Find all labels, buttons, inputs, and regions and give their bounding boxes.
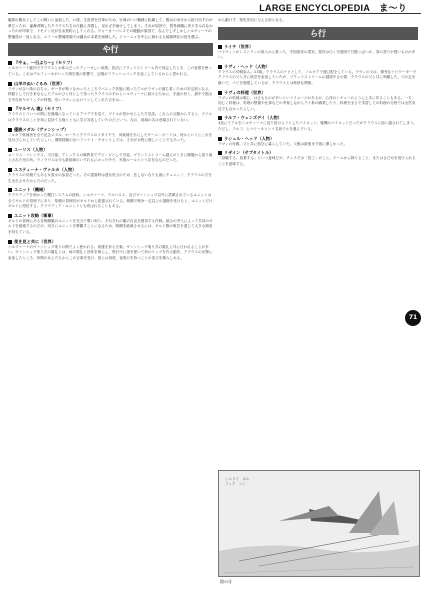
entry-body: 3話にてアルをシルヴァーナに送り届けようとしたパイロット。嘘機のパイロットだったがクラウスに追い越されてしまう。ただし、ラルフ、ヒマリーネという名前でルを運んでいる。 bbox=[218, 121, 418, 131]
right-column bbox=[218, 18, 418, 170]
bullet-square-icon bbox=[8, 148, 12, 152]
right-intro-paragraph: から動けす、指先を切に与える形となる。 bbox=[218, 18, 286, 22]
bullet-square-icon bbox=[8, 82, 12, 86]
header-rule bbox=[8, 13, 421, 14]
entry bbox=[8, 187, 213, 210]
entry-body: ゴドウィンがレストランの客人から貰った、中国原産の果実。果肉は白く半透明で甘酸っぱいが、茶の香りが強いものが多い。 bbox=[218, 49, 416, 60]
illustration-caption: 鎧の牙 bbox=[220, 579, 232, 584]
right-entry-list bbox=[218, 44, 418, 168]
entry bbox=[8, 213, 213, 236]
entry bbox=[8, 106, 213, 123]
entry bbox=[8, 147, 213, 164]
entry bbox=[8, 81, 213, 104]
inscription-line: シエリイ ネル bbox=[225, 477, 250, 481]
section-heading-ra: ら行 bbox=[218, 27, 418, 40]
entry-heading-text: ラヴィ・ヘッド（人物） bbox=[224, 63, 270, 69]
entry bbox=[8, 127, 213, 144]
left-intro-paragraph: 艦隊の親兵としてこの戦いに参加した、ロ族、生産者を自軍のため、行商のいい職務に転属して、親兵の身分から抜け出すのが夢だったが、歯舞者戦したクラウスたちの行動に共感し、足わざ手助けしてしまう。それが原因で、貿易商職に戻りをみれなかったのが印象で、ドモイン反が自由契約にしてくれる。ウォーカーパレスでの騒動が原因で、なんでしずしかしシルヴィーナの整備員の一員となる。エミール整備班頭では錬兵の本業を演修した。ドゥーニャを中心に嫁わるも地球移住の島を選ぶ。 bbox=[8, 18, 213, 39]
entry bbox=[8, 239, 213, 262]
bullet-square-icon bbox=[218, 45, 222, 49]
entry bbox=[8, 60, 213, 77]
entry-body: ノルキア候補者を全で記念メダル、ホークとクラウスのリタイヤで、何候補を手にしたサーニ・ボーイは、何かというとこれを見せびらかしていたらしい。優勝経験のないファナト・チキンとしては、それが余程に嬉しいことでもあった。 bbox=[8, 132, 213, 143]
entry-heading-text: 『やぁ、一日ぶり〜』（セリフ） bbox=[14, 60, 75, 66]
section-heading-ya: や行 bbox=[8, 43, 213, 56]
entry bbox=[218, 115, 418, 132]
illustration-inscription bbox=[225, 477, 249, 487]
illustration bbox=[218, 470, 420, 577]
bullet-square-icon bbox=[218, 91, 222, 95]
inscription-line: フィア ソン bbox=[225, 482, 246, 486]
bullet-square-icon bbox=[8, 214, 12, 218]
bullet-square-icon bbox=[8, 128, 12, 132]
entry-heading-text: ラシェル・ヘッド（人物） bbox=[224, 135, 275, 141]
entry bbox=[218, 44, 418, 61]
entry-heading-text: 山羊のぬいぐるみ（世界） bbox=[14, 80, 65, 86]
bullet-square-icon bbox=[218, 137, 222, 141]
entry-body: ギルドの管理にある各戦闘艦のユニットを充当で奪い取り、それぞれの艦の自由を獲得する作戦。統合の突入によって共同のギルドを破壊するのだが、同日にユニットを撃離すことになるため、戦闘を破壊させるには、ギルド側の報告を通じて大きな障害を持ちている。 bbox=[8, 218, 213, 235]
entry bbox=[218, 64, 418, 87]
bullet-square-icon bbox=[8, 240, 12, 244]
entry bbox=[218, 136, 418, 148]
entry-body: ラヴィの母親。父と共に航空に暮らしていた。父親は最後まで娘に優しかった。 bbox=[218, 141, 348, 146]
entry-heading-text: ユスティーナ・ヴァルカ（人物） bbox=[14, 166, 77, 172]
bullet-square-icon bbox=[8, 188, 12, 192]
bullet-square-icon bbox=[8, 168, 12, 172]
entry-body: シルヴァーナ艦内でクラウスとお休みだったディーオしい表情。居活にブラッドストリーム内で再会したとき、この表情を使っている。これはデルフィーネがいった晴空後の影響で、記憶がフラッシュバックを起こしているからと思われる。 bbox=[8, 66, 212, 76]
entry-heading-text: ユニット攻略（軍事） bbox=[14, 212, 56, 218]
left-column bbox=[8, 18, 213, 264]
entry-body: ユーリス・バレンチス。当日頭、アレックスの郷教者でデビ・ビとしで引退、グランドストリーム越えのときに陳儀から振り落とされた死の所。ウィラウスは今も最前線のいずれもにのった中で、実施ルールという存在なものだった。 bbox=[8, 152, 213, 163]
entry-heading-text: ユーリス（人物） bbox=[14, 146, 48, 152]
entry-body: クラウスとういつの間に在籍場になっているアナデラを見て、ゲイルが恐がせらした方見話。これらの言動からすると、ゲイルはクラウスのことを単に見捨てる様とともに学び対応していたのだという。なお、地域の名は登場されていない。 bbox=[8, 112, 213, 122]
entry-body: シルヴァーナのヴァンシップ乗りの間でよく使われる、命運を祈る言葉。ヴァンシップ乗り式の儀礼と共に行われることが多い。ヴァンシップ乗り式の儀礼とは、両の敬礼と団体を鳴らし、飛行中に指を使いて形のリングを作る動作。クラウスの出撃に参加したところ、仲間の兵士たちからこの言葉を受け、彼らは再度、夜明けを待つことの喜びを噛みしめる。 bbox=[8, 244, 213, 260]
entry-heading-text: 優勝メダル（ヴァンシップ） bbox=[14, 126, 69, 132]
entry bbox=[8, 167, 213, 184]
entry bbox=[218, 150, 418, 167]
entry-body: 「辞職する、放棄する」という意味だが、チェスでは「投了」のこと。ゲームから降りること、またはさだめを受け入れることを意味する。 bbox=[218, 156, 416, 166]
page-header bbox=[0, 0, 429, 14]
entry bbox=[218, 90, 418, 113]
entry-body: ラヴィが合い紙の自ちゃ。ギータが戦うなかったところでパニック状態に陥ったアルがラヴィの落ち着くための安定剤となる。移動として行き来なもしたアルのひと体として待ったクラウスの手からシルヴィーナに届けるために、手渡の旨と、最中で拠点き中自体ヤギミックが特徴。幼いラヴィにおけうとしてくれた言をは… bbox=[8, 86, 213, 102]
page-number-badge: 71 bbox=[405, 310, 421, 326]
entry-body: ラヴィの料理は腕じ、はさもものが多いというイメージがあるが、心得のシチューのように上手に作ることもある。一方、同じく料理は、料理の整備や仕事などの考案しながらテイ系の職業したり、料理をまるで実習しての料理の分野では全然身近でもなかったらしい。 bbox=[218, 95, 416, 111]
entry-heading-text: 『ヤルヤん 寝』（セリフ） bbox=[14, 106, 64, 112]
bullet-square-icon bbox=[218, 65, 222, 69]
entry-heading-text: リザイン（サブタイトル） bbox=[224, 150, 274, 156]
entry-heading-text: ライチ（世界） bbox=[224, 43, 254, 49]
entry-heading-text: ユニット（機械） bbox=[14, 187, 48, 193]
bullet-square-icon bbox=[218, 151, 222, 155]
bullet-square-icon bbox=[8, 61, 12, 65]
entry-body: クラウスの母親でもある女族女の参加だった。夫の遺書時は透な世言のため、悲しないなりも最にチュニッノ、クラウスの方を生まれさせたからたのだった。 bbox=[8, 172, 212, 183]
entry-heading-text: ラヴィの料理（世界） bbox=[224, 89, 266, 95]
bullet-square-icon bbox=[8, 107, 12, 111]
entry-body: クラウディアを預かった機打システムの総称。シルヴァーナ、ウルバスス、及びヴァンシップ以外に搭載されているユニットは全てギルドの管理下にあり、厚備の管理官がギルドから派遣されている。戦闘で戦争一定以上の損傷を受けると、ユニットだけギルドに短信する。クラウディア・ユニットとも呼ばれることもある。 bbox=[8, 193, 213, 209]
left-entry-list bbox=[8, 60, 213, 261]
entry-heading-text: ラルフ・ウェンズデイ（人物） bbox=[224, 115, 282, 121]
entry-body: クラウスの幼馴染み。13歳。クラウスのナビとして、ノルキアで運び配をしている。ラヴィの父は、優秀なナビゲーターでクラウスの父と共に航空を参加していたが、ブラッドストリームの越境中止の際、クラウスの父と共に殉職した。父の志を継いで、ナビを勉強しているが、クラウスとは微妙な関係。 bbox=[218, 69, 417, 85]
page-header-title: LARGE ENCYCLOPEDIA ま〜り bbox=[259, 3, 407, 13]
entry-heading-text: 夜を見と共に（世界） bbox=[14, 238, 56, 244]
bullet-square-icon bbox=[218, 116, 222, 120]
